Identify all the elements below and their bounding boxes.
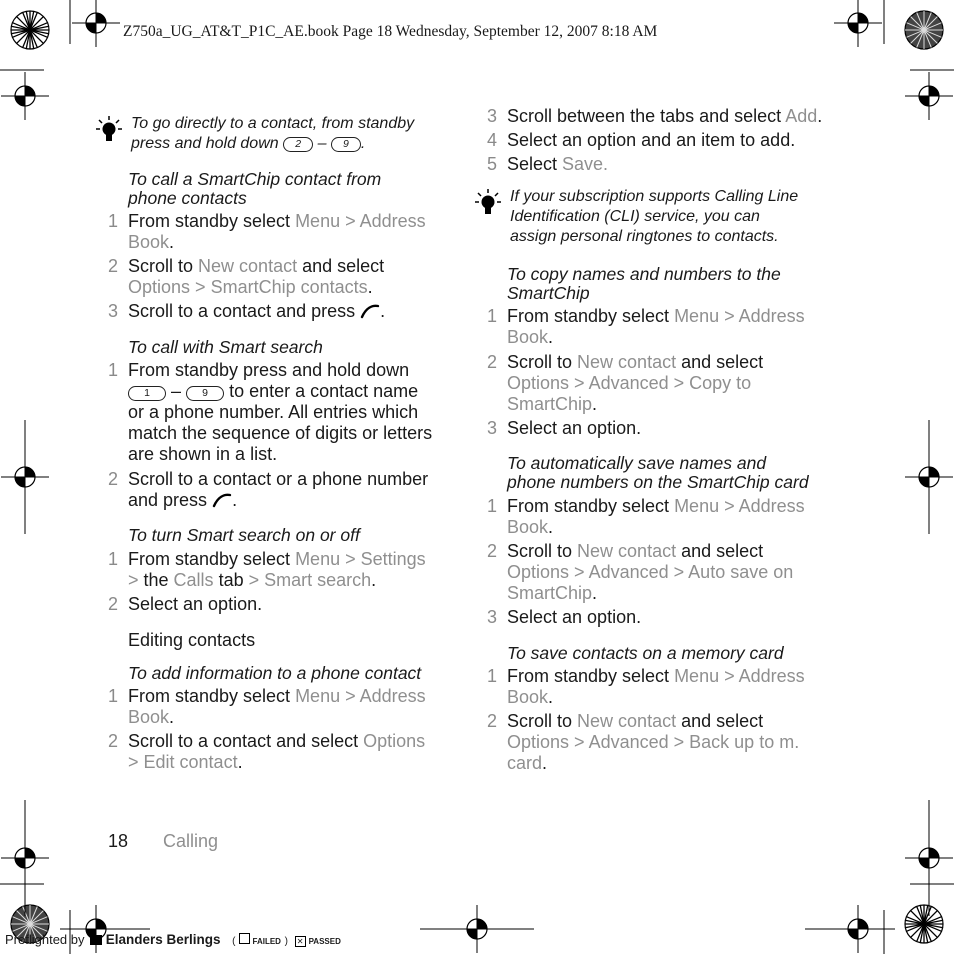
menu-path: Back up to m.: [689, 732, 800, 752]
chapter-name: Calling: [163, 831, 219, 851]
menu-path: New contact: [198, 256, 298, 276]
menu-path: SmartChip: [507, 394, 593, 414]
text: the: [138, 570, 174, 590]
text: Scroll between the tabs and select: [507, 106, 786, 126]
text: to enter a contact name: [229, 381, 419, 401]
step-text: [128, 469, 458, 511]
step-number: 4: [487, 130, 498, 150]
step-number: 1: [108, 211, 119, 231]
menu-path: New contact: [577, 711, 677, 731]
menu-path: Options: [507, 732, 570, 752]
text: From standby press and hold down: [128, 360, 410, 380]
menu-path: Address: [359, 211, 426, 231]
menu-path: New contact: [577, 541, 677, 561]
print-header: Z750a_UG_AT&T_P1C_AE.book Page 18 Wednesday, September 12, 2007 8:18 AM: [123, 23, 658, 40]
menu-path: Auto save on: [688, 562, 794, 582]
text: or a phone number. All entries which: [128, 402, 419, 422]
text: are shown in a list.: [128, 444, 278, 464]
text: Scroll to: [507, 711, 578, 731]
tip-line: If your subscription supports Calling Line: [510, 188, 799, 205]
preflight-label: Preflighted by: [5, 932, 85, 947]
menu-path: Menu: [295, 211, 341, 231]
step-number: 5: [487, 154, 498, 174]
period: .: [169, 232, 175, 252]
step-text: [507, 352, 847, 415]
step-number: 2: [108, 594, 119, 614]
heading-line: phone contacts: [128, 188, 247, 208]
heading-line: phone numbers on the SmartChip card: [507, 472, 809, 492]
step-text: [128, 360, 458, 465]
menu-path: Options: [363, 731, 426, 751]
menu-path: Save.: [562, 154, 609, 174]
menu-path: Address: [738, 666, 805, 686]
tip-lightbulb-icon: [474, 188, 506, 218]
menu-path: Options: [128, 277, 191, 297]
elanders-logo-icon: [90, 935, 102, 945]
menu-path: Options: [507, 562, 570, 582]
period: .: [169, 707, 175, 727]
tip-direct-contact: [131, 114, 461, 154]
menu-path: Menu: [674, 666, 720, 686]
step-number: 3: [487, 418, 498, 438]
text: and select: [676, 541, 764, 561]
menu-path: New contact: [577, 352, 677, 372]
step-text: [128, 549, 458, 591]
menu-path: Address: [738, 306, 805, 326]
menu-path: card: [507, 753, 543, 773]
text: Scroll to: [128, 256, 199, 276]
step-number: 1: [487, 306, 498, 326]
menu-path: Copy to: [689, 373, 752, 393]
step-text: [507, 541, 847, 604]
period: .: [542, 753, 548, 773]
preflight-brand: Elanders Berlings: [105, 932, 221, 947]
step-text: [507, 106, 847, 127]
separator: >: [340, 211, 360, 231]
section-heading: To call with Smart search: [128, 337, 323, 357]
heading-line: To copy names and numbers to the: [507, 264, 781, 284]
period: .: [592, 394, 598, 414]
section-heading: [507, 265, 781, 303]
step-number: 3: [108, 301, 119, 321]
step-number: 2: [487, 711, 498, 731]
section-heading: To turn Smart search on or off: [128, 525, 360, 545]
failed-checkbox-icon: [239, 933, 250, 944]
period: .: [380, 301, 386, 321]
section-heading: [128, 170, 381, 208]
period: .: [360, 135, 366, 152]
period: .: [237, 752, 243, 772]
separator: >: [340, 686, 360, 706]
tip-text: press and hold down: [131, 135, 279, 152]
text: From standby select: [507, 666, 675, 686]
text: From standby select: [128, 549, 296, 569]
page-number: 18: [108, 831, 129, 851]
step-text: Select an option and an item to add.: [507, 130, 796, 150]
step-text: [507, 306, 847, 348]
subsection-title: Editing contacts: [128, 630, 256, 650]
menu-path: Menu: [295, 549, 341, 569]
menu-path: Menu: [674, 496, 720, 516]
dash: –: [317, 135, 327, 152]
text: From standby select: [507, 496, 675, 516]
section-heading: [507, 454, 809, 492]
separator: >: [340, 549, 361, 569]
dash: –: [171, 381, 182, 401]
call-key-icon: [212, 492, 232, 508]
separator: >: [190, 277, 211, 297]
text: match the sequence of digits or letters: [128, 423, 433, 443]
key-9-icon: 9: [331, 137, 361, 152]
period: .: [592, 583, 598, 603]
period: .: [548, 517, 554, 537]
menu-path: Book: [128, 232, 170, 252]
menu-path: SmartChip: [507, 583, 593, 603]
preflight-stamp: [5, 932, 341, 947]
text: Scroll to a contact and press: [128, 301, 356, 321]
key-9-icon: 9: [186, 386, 224, 401]
tip-line: assign personal ringtones to contacts.: [510, 228, 779, 245]
period: .: [232, 490, 238, 510]
menu-path: Options: [507, 373, 570, 393]
text: and press: [128, 490, 208, 510]
menu-path: Advanced: [588, 373, 669, 393]
step-text: Select an option.: [507, 418, 642, 438]
tip-lightbulb-icon: [95, 115, 127, 145]
step-text: [128, 256, 384, 298]
menu-path: Calls: [173, 570, 214, 590]
step-number: 1: [108, 360, 119, 380]
separator: >: [569, 562, 589, 582]
menu-path: Add: [785, 106, 818, 126]
section-heading: To save contacts on a memory card: [507, 643, 784, 663]
menu-path: Book: [507, 687, 549, 707]
menu-path: Smart search: [259, 570, 372, 590]
text: From standby select: [128, 211, 296, 231]
step-number: 1: [487, 666, 498, 686]
menu-path: Settings: [360, 549, 426, 569]
separator: >: [668, 562, 689, 582]
heading-line: To automatically save names and: [507, 453, 767, 473]
section-heading: To add information to a phone contact: [128, 663, 422, 683]
text: Select: [507, 154, 563, 174]
text: and select: [676, 711, 764, 731]
step-text: [128, 301, 385, 322]
step-text: [507, 154, 847, 175]
separator: >: [719, 496, 739, 516]
text: and select: [297, 256, 385, 276]
text: Scroll to a contact or a phone number: [128, 469, 429, 489]
step-number: 2: [108, 469, 119, 489]
menu-path: Advanced: [588, 562, 669, 582]
tip-line: Identification (CLI) service, you can: [510, 208, 760, 225]
passed-checkbox-icon: ✕: [295, 936, 306, 947]
bracket: ): [284, 936, 288, 947]
period: .: [371, 570, 377, 590]
menu-path: Book: [128, 707, 170, 727]
menu-path: Address: [738, 496, 805, 516]
step-text: [507, 496, 847, 538]
step-text: Select an option.: [128, 594, 263, 614]
menu-path: Book: [507, 327, 549, 347]
separator: >: [569, 373, 589, 393]
text: Scroll to a contact and select: [128, 731, 364, 751]
step-text: [507, 666, 847, 708]
menu-path: Menu: [674, 306, 720, 326]
menu-path: Edit contact: [138, 752, 238, 772]
call-key-icon: [360, 303, 380, 319]
passed-label: PASSED: [308, 937, 341, 946]
menu-path: Address: [359, 686, 426, 706]
step-number: 1: [108, 686, 119, 706]
text: Scroll to: [507, 541, 578, 561]
step-text: [128, 731, 458, 773]
text: Scroll to: [507, 352, 578, 372]
separator: >: [668, 373, 690, 393]
step-number: 1: [108, 549, 119, 569]
step-number: 2: [487, 541, 498, 561]
period: .: [367, 277, 373, 297]
text: tab: [213, 570, 249, 590]
step-number: 3: [487, 106, 498, 126]
text: From standby select: [128, 686, 296, 706]
menu-path: Menu: [295, 686, 341, 706]
tip-line: [131, 134, 461, 154]
menu-path: SmartChip contacts: [210, 277, 368, 297]
separator: >: [668, 732, 690, 752]
tip-line: To go directly to a contact, from standby: [131, 115, 415, 132]
bracket: (: [232, 936, 236, 947]
step-number: 2: [487, 352, 498, 372]
separator: >: [128, 570, 139, 590]
separator: >: [569, 732, 589, 752]
step-text: [128, 211, 426, 253]
period: .: [548, 687, 554, 707]
heading-line: SmartChip: [507, 283, 590, 303]
separator: >: [719, 666, 739, 686]
failed-label: FAILED: [252, 937, 281, 946]
step-number: 3: [487, 607, 498, 627]
period: .: [817, 106, 823, 126]
step-text: Select an option.: [507, 607, 642, 627]
text: and select: [676, 352, 764, 372]
separator: >: [128, 752, 139, 772]
step-text: [128, 686, 458, 728]
step-number: 1: [487, 496, 498, 516]
heading-line: To call a SmartChip contact from: [128, 169, 382, 189]
menu-path: Advanced: [588, 732, 669, 752]
tip-cli: [510, 187, 840, 247]
period: .: [548, 327, 554, 347]
separator: >: [719, 306, 739, 326]
step-number: 2: [108, 731, 119, 751]
step-text: [507, 711, 847, 774]
step-number: 2: [108, 256, 119, 276]
key-2-icon: 2: [283, 137, 313, 152]
separator: >: [248, 570, 260, 590]
menu-path: Book: [507, 517, 549, 537]
text: From standby select: [507, 306, 675, 326]
key-1-icon: 1: [128, 386, 166, 401]
